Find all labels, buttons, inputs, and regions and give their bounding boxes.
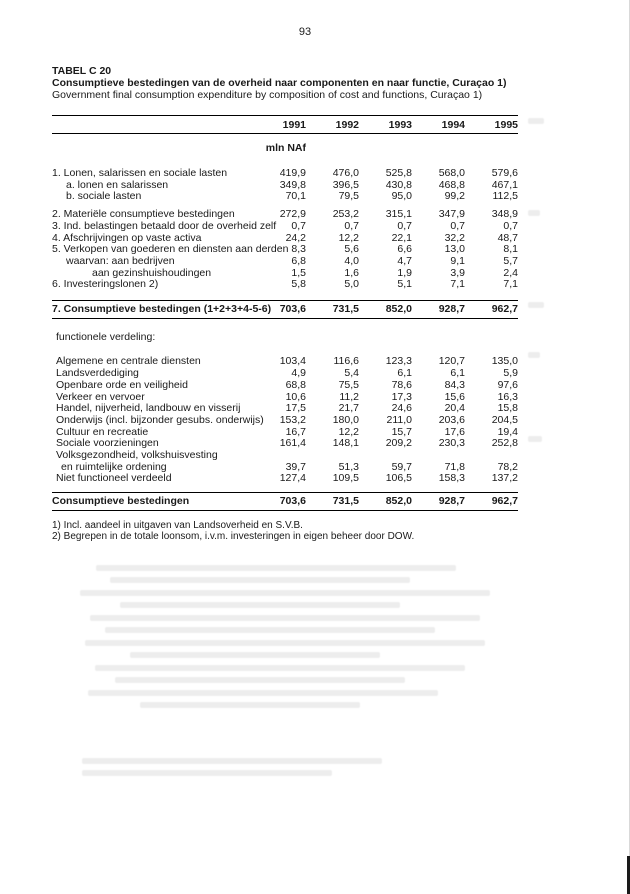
value-1993: 106,5	[385, 472, 412, 485]
horizontal-rule	[52, 318, 518, 319]
value-1993: 78,6	[391, 378, 412, 391]
showthrough-artifact	[140, 702, 360, 708]
table-title-dutch: Consumptieve bestedingen van de overheid naar componenten en naar functie, Curaçao 1)	[52, 76, 507, 89]
showthrough-artifact	[85, 640, 485, 646]
component-rows-section	[52, 168, 518, 291]
table-c20	[52, 66, 518, 543]
value-1991: 70,1	[285, 190, 306, 203]
row-label: 7. Consumptieve bestedingen (1+2+3+4-5-6)	[52, 303, 272, 316]
footnote-2: 2) Begrepen in de totale loonsom, i.v.m. investeringen in eigen beheer door DOW.	[52, 531, 415, 543]
value-1995: 962,7	[491, 303, 518, 316]
value-1993: 430,8	[385, 178, 412, 191]
value-1991: 16,7	[285, 425, 306, 438]
value-1995: 97,6	[497, 378, 518, 391]
total-row-section	[52, 301, 518, 318]
value-1994: 13,0	[444, 243, 465, 256]
row-label: 2. Materiële consumptieve bestedingen	[52, 208, 235, 221]
value-1995: 467,1	[491, 178, 518, 191]
value-1991: 703,6	[279, 303, 306, 316]
table-row	[52, 256, 518, 268]
value-1992: 5,0	[344, 278, 359, 291]
footnotes	[52, 520, 518, 543]
value-1992: 4,0	[344, 254, 359, 267]
value-1992: 731,5	[332, 303, 359, 316]
row-label: Algemene en centrale diensten	[56, 355, 201, 368]
value-1992: 75,5	[338, 378, 359, 391]
value-1995: 204,5	[491, 413, 518, 426]
row-label: Niet functioneel verdeeld	[56, 472, 172, 485]
value-1995: 112,5	[492, 190, 518, 203]
value-1992: 148,1	[332, 437, 359, 450]
value-1992: 1,6	[344, 266, 359, 279]
value-1995: 962,7	[491, 495, 518, 508]
table-row	[52, 191, 518, 203]
showthrough-artifact	[90, 615, 480, 621]
value-1994: 230,3	[438, 437, 465, 450]
value-1991: 127,4	[279, 472, 306, 485]
value-1993: 209,2	[385, 437, 412, 450]
row-label: en ruimtelijke ordening	[61, 460, 167, 473]
value-1994: 468,8	[438, 178, 465, 191]
row-label: Verkeer en vervoer	[56, 390, 145, 403]
row-label: aan gezinshuishoudingen	[92, 266, 212, 279]
unit-label: mln NAf	[265, 142, 306, 155]
value-1994: 928,7	[438, 495, 465, 508]
value-1992: 12,2	[338, 231, 359, 244]
value-1992: 11,2	[339, 390, 359, 403]
showthrough-artifact	[105, 627, 435, 633]
year-header-row	[52, 116, 518, 134]
value-1993: 95,0	[391, 190, 412, 203]
value-1995: 5,7	[503, 254, 518, 267]
value-1994: 158,3	[438, 472, 465, 485]
value-1993: 123,3	[385, 355, 412, 368]
showthrough-artifact	[88, 690, 438, 696]
showthrough-artifact	[528, 352, 540, 358]
value-1991: 39,7	[285, 460, 306, 473]
value-1993: 59,7	[391, 460, 412, 473]
row-label: Consumptieve bestedingen	[52, 495, 190, 508]
unit-row	[52, 143, 518, 155]
year-1994: 1994	[441, 118, 465, 131]
value-1991: 703,6	[279, 495, 306, 508]
year-1991: 1991	[282, 118, 306, 131]
value-1993: 315,1	[385, 208, 412, 221]
value-1994: 9,1	[450, 254, 465, 267]
value-1993: 17,3	[391, 390, 412, 403]
value-1992: 396,5	[332, 178, 359, 191]
row-label: waarvan: aan bedrijven	[66, 254, 175, 267]
unit-row-empty	[359, 143, 412, 155]
value-1994: 928,7	[438, 303, 465, 316]
row-label: 6. Investeringslonen 2)	[52, 278, 159, 291]
row-label: a. lonen en salarissen	[66, 178, 169, 191]
value-1993: 0,7	[397, 219, 412, 232]
unit-row-empty	[412, 143, 465, 155]
functional-heading: functionele verdeling:	[56, 330, 156, 343]
showthrough-artifact	[95, 665, 465, 671]
value-1994: 99,2	[444, 190, 465, 203]
showthrough-artifact	[82, 770, 332, 776]
year-row-spacer	[52, 120, 253, 132]
value-1993: 852,0	[385, 495, 412, 508]
value-1994: 3,9	[450, 266, 465, 279]
value-1995: 15,8	[497, 402, 518, 415]
value-1991: 24,2	[285, 231, 306, 244]
row-label: 3. Ind. belastingen betaald door de overheid zelf	[52, 219, 277, 232]
row-label: Sociale voorzieningen	[56, 437, 159, 450]
value-1991: 103,4	[279, 355, 306, 368]
value-1995: 5,9	[503, 367, 518, 380]
table-row	[52, 415, 518, 427]
showthrough-artifact	[528, 436, 542, 442]
table-row	[52, 279, 518, 291]
value-1993: 5,1	[397, 278, 412, 291]
value-1992: 21,7	[338, 402, 359, 415]
table-row	[52, 380, 518, 392]
value-1992: 51,3	[338, 460, 359, 473]
value-1995: 348,9	[491, 208, 518, 221]
value-1994: 203,6	[438, 413, 465, 426]
showthrough-artifact	[528, 302, 544, 308]
value-1994: 17,6	[444, 425, 465, 438]
value-1993: 6,6	[397, 243, 412, 256]
showthrough-artifact	[115, 677, 405, 683]
value-1993: 852,0	[385, 303, 412, 316]
value-1991: 4,9	[291, 367, 306, 380]
row-label: 4. Afschrijvingen op vaste activa	[52, 231, 202, 244]
value-1991: 272,9	[279, 208, 306, 221]
showthrough-artifact	[82, 758, 382, 764]
final-total-section	[52, 493, 518, 510]
table-row	[52, 221, 518, 233]
value-1992: 180,0	[332, 413, 359, 426]
showthrough-artifact	[130, 652, 380, 658]
row-label: 1. Lonen, salarissen en sociale lasten	[52, 167, 228, 180]
value-1992: 12,2	[338, 425, 359, 438]
value-1994: 84,3	[444, 378, 465, 391]
value-1994: 15,6	[444, 390, 465, 403]
value-1994: 120,7	[438, 355, 465, 368]
value-1991: 0,7	[291, 219, 306, 232]
value-1995: 19,4	[497, 425, 518, 438]
value-1992: 476,0	[332, 167, 359, 180]
value-1991: 161,4	[279, 437, 306, 450]
value-1994: 568,0	[438, 167, 465, 180]
year-1993: 1993	[388, 118, 412, 131]
unit-row-empty	[306, 143, 359, 155]
row-label: Handel, nijverheid, landbouw en visserij	[56, 402, 241, 415]
value-1992: 5,6	[344, 243, 359, 256]
value-1993: 15,7	[391, 425, 412, 438]
value-1995: 2,4	[503, 266, 518, 279]
value-1992: 109,5	[332, 472, 359, 485]
value-1993: 22,1	[391, 231, 412, 244]
showthrough-artifact	[528, 210, 540, 216]
value-1991: 153,2	[279, 413, 306, 426]
value-1991: 1,5	[291, 266, 306, 279]
unit-row-spacer	[52, 143, 253, 155]
value-1991: 8,3	[291, 243, 306, 256]
row-label: Openbare orde en veiligheid	[56, 378, 188, 391]
value-1994: 7,1	[450, 278, 465, 291]
table-title-english: Government final consumption expenditure by composition of cost and functions, Curaçao 1)	[52, 88, 483, 101]
value-1991: 349,8	[279, 178, 306, 191]
value-1992: 79,5	[338, 190, 359, 203]
value-1995: 16,3	[497, 390, 518, 403]
row-label: 5. Verkopen van goederen en diensten aan derden	[52, 243, 289, 256]
value-1992: 0,7	[344, 219, 359, 232]
value-1994: 6,1	[450, 367, 465, 380]
value-1991: 419,9	[279, 167, 306, 180]
showthrough-artifact	[80, 590, 490, 596]
functional-rows-section	[52, 356, 518, 485]
value-1992: 253,2	[332, 208, 359, 221]
page-number: 93	[298, 26, 312, 38]
showthrough-artifact	[120, 602, 400, 608]
row-label: Cultuur en recreatie	[56, 425, 149, 438]
year-1992: 1992	[335, 118, 359, 131]
showthrough-artifact	[528, 118, 544, 124]
value-1995: 8,1	[503, 243, 518, 256]
value-1995: 78,2	[497, 460, 518, 473]
value-1995: 0,7	[503, 219, 518, 232]
year-1995: 1995	[494, 118, 518, 131]
value-1992: 5,4	[344, 367, 359, 380]
value-1994: 71,8	[444, 460, 465, 473]
showthrough-artifact	[96, 565, 456, 571]
row-label: Landsverdediging	[56, 367, 139, 380]
value-1995: 579,6	[491, 167, 518, 180]
horizontal-rule	[52, 510, 518, 511]
value-1993: 4,7	[397, 254, 412, 267]
value-1993: 1,9	[397, 266, 412, 279]
value-1994: 32,2	[444, 231, 465, 244]
value-1992: 731,5	[332, 495, 359, 508]
footnote-1: 1) Incl. aandeel in uitgaven van Landsoverheid en S.V.B.	[52, 519, 303, 531]
row-label: Onderwijs (incl. bijzonder gesubs. onderwijs)	[56, 413, 264, 426]
value-1993: 24,6	[391, 402, 412, 415]
unit-row-empty	[465, 143, 518, 155]
value-1991: 68,8	[285, 378, 306, 391]
table-id: TABEL C 20	[52, 65, 112, 77]
horizontal-rule	[52, 133, 518, 134]
value-1992: 116,6	[333, 355, 359, 368]
value-1991: 6,8	[291, 254, 306, 267]
value-1993: 6,1	[397, 367, 412, 380]
table-row	[52, 473, 518, 485]
value-1994: 0,7	[450, 219, 465, 232]
table-row	[52, 301, 518, 318]
value-1995: 48,7	[497, 231, 518, 244]
value-1993: 525,8	[385, 167, 412, 180]
showthrough-artifact	[110, 577, 410, 583]
value-1995: 252,8	[491, 437, 518, 450]
value-1991: 10,6	[285, 390, 306, 403]
table-row	[52, 168, 518, 180]
value-1995: 135,0	[491, 355, 518, 368]
value-1994: 20,4	[444, 402, 465, 415]
value-1991: 17,5	[285, 402, 306, 415]
value-1991: 5,8	[291, 278, 306, 291]
value-1993: 211,0	[386, 413, 412, 426]
row-label: b. sociale lasten	[66, 190, 142, 203]
value-1995: 137,2	[491, 472, 518, 485]
row-label: Volksgezondheid, volkshuisvesting	[56, 449, 218, 462]
value-1995: 7,1	[503, 278, 518, 291]
table-row	[52, 493, 518, 510]
value-1994: 347,9	[438, 208, 465, 221]
